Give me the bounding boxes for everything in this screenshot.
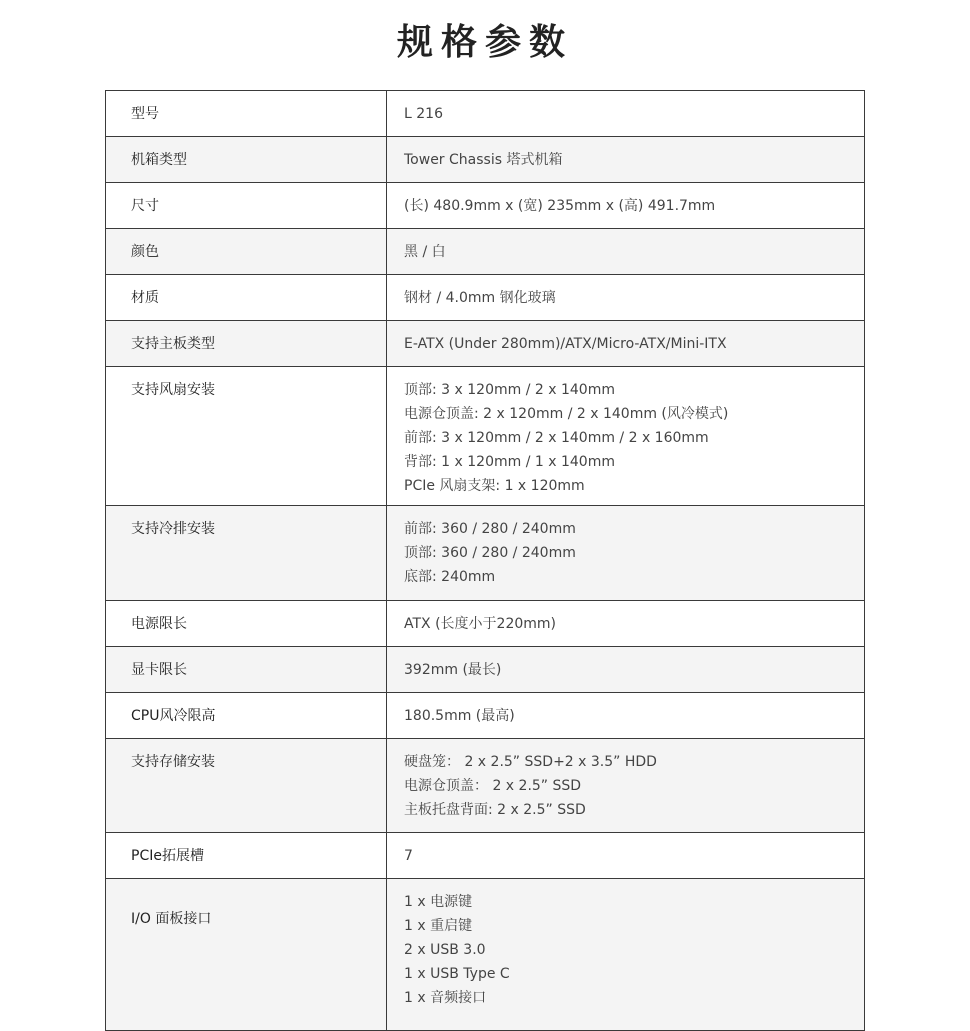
page-title: 规格参数 — [396, 22, 573, 63]
row-radiator-support — [106, 506, 865, 601]
fan-line-top: 顶部: 3 x 120mm / 2 x 140mm — [404, 382, 615, 398]
storage-line-drive-cage: 硬盘笼： 2 x 2.5” SSD+2 x 3.5” HDD — [404, 754, 657, 770]
value-color: 黑 / 白 — [387, 229, 865, 275]
radiator-line-top: 顶部: 360 / 280 / 240mm — [404, 545, 576, 561]
label-storage-support: 支持存储安装 — [106, 739, 387, 833]
row-cpu-cooler-height — [106, 693, 865, 739]
label-material: 材质 — [106, 275, 387, 321]
row-gpu-length — [106, 647, 865, 693]
io-line-usb-type-c: 1 x USB Type C — [404, 966, 510, 982]
row-case-type — [106, 137, 865, 183]
row-material — [106, 275, 865, 321]
value-cpu-cooler-height: 180.5mm (最高) — [387, 693, 865, 739]
value-dimensions: (长) 480.9mm x (宽) 235mm x (高) 491.7mm — [387, 183, 865, 229]
label-pcie-slots: PCIe拓展槽 — [106, 833, 387, 879]
io-line-usb3: 2 x USB 3.0 — [404, 942, 486, 958]
io-line-audio: 1 x 音频接口 — [404, 990, 487, 1006]
label-case-type: 机箱类型 — [106, 137, 387, 183]
label-psu-length: 电源限长 — [106, 601, 387, 647]
radiator-line-bottom: 底部: 240mm — [404, 569, 496, 585]
value-pcie-slots: 7 — [387, 833, 865, 879]
row-motherboard — [106, 321, 865, 367]
row-model — [106, 91, 865, 137]
radiator-line-front: 前部: 360 / 280 / 240mm — [404, 521, 576, 537]
fan-line-front: 前部: 3 x 120mm / 2 x 140mm / 2 x 160mm — [404, 430, 709, 446]
value-model: L 216 — [387, 91, 865, 137]
row-color — [106, 229, 865, 275]
row-fan-support — [106, 367, 865, 506]
fan-line-rear: 背部: 1 x 120mm / 1 x 140mm — [404, 454, 615, 470]
label-dimensions: 尺寸 — [106, 183, 387, 229]
value-motherboard: E-ATX (Under 280mm)/ATX/Micro-ATX/Mini-ITX — [387, 321, 865, 367]
io-line-power-button: 1 x 电源键 — [404, 894, 473, 910]
label-io-panel: I/O 面板接口 — [106, 879, 387, 1031]
label-model: 型号 — [106, 91, 387, 137]
row-psu-length — [106, 601, 865, 647]
value-io-panel — [387, 879, 865, 1031]
value-case-type: Tower Chassis 塔式机箱 — [387, 137, 865, 183]
row-io-panel — [106, 879, 865, 1031]
value-material: 钢材 / 4.0mm 钢化玻璃 — [387, 275, 865, 321]
label-motherboard: 支持主板类型 — [106, 321, 387, 367]
label-color: 颜色 — [106, 229, 387, 275]
fan-line-psu-cover: 电源仓顶盖: 2 x 120mm / 2 x 140mm (风冷模式) — [404, 406, 729, 422]
label-radiator-support: 支持冷排安装 — [106, 506, 387, 601]
value-storage-support — [387, 739, 865, 833]
row-dimensions — [106, 183, 865, 229]
row-pcie-slots — [106, 833, 865, 879]
io-line-reset-button: 1 x 重启键 — [404, 918, 473, 934]
label-cpu-cooler-height: CPU风冷限高 — [106, 693, 387, 739]
row-storage-support — [106, 739, 865, 833]
label-gpu-length: 显卡限长 — [106, 647, 387, 693]
label-fan-support: 支持风扇安装 — [106, 367, 387, 506]
spec-table — [105, 90, 865, 1031]
value-psu-length: ATX (长度小于220mm) — [387, 601, 865, 647]
storage-line-psu-cover: 电源仓顶盖： 2 x 2.5” SSD — [404, 778, 582, 794]
fan-line-pcie-bracket: PCIe 风扇支架: 1 x 120mm — [404, 478, 585, 494]
storage-line-tray-back: 主板托盘背面: 2 x 2.5” SSD — [404, 802, 586, 818]
value-radiator-support — [387, 506, 865, 601]
value-fan-support — [387, 367, 865, 506]
value-gpu-length: 392mm (最长) — [387, 647, 865, 693]
